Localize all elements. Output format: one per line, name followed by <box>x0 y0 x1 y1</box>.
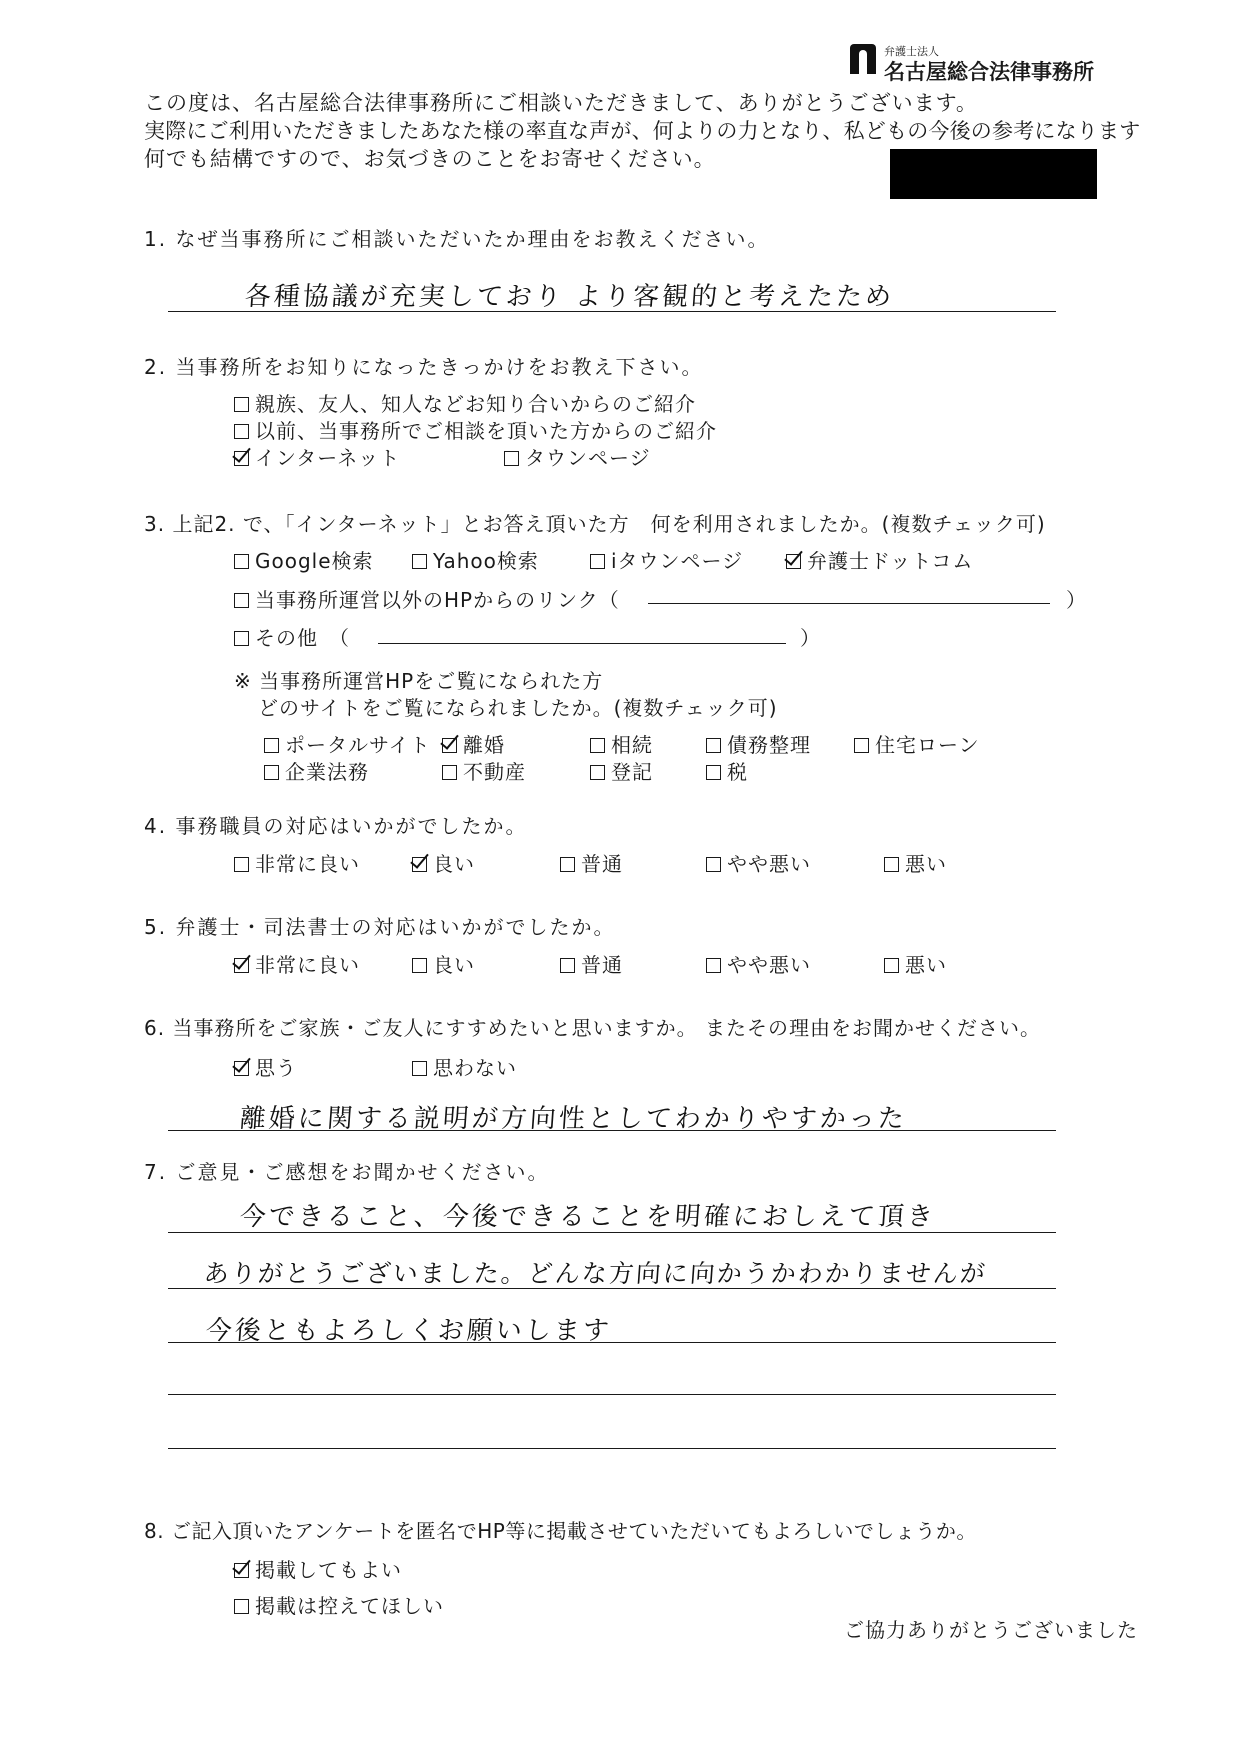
question-2-label: 2. 当事務所をお知りになったきっかけをお教え下さい。 <box>144 355 704 379</box>
question-3-label: 3. 上記2. で、「インターネット」とお答え頂いた方 何を利用されましたか。(複数チェック可) <box>144 512 1046 536</box>
checkbox-checked[interactable] <box>442 738 457 753</box>
checkbox[interactable] <box>234 397 249 412</box>
q3-option-google[interactable]: Google検索 <box>234 545 374 574</box>
checkbox[interactable] <box>234 554 249 569</box>
footer-thanks: ご協力ありがとうございました <box>844 1618 1138 1642</box>
q3-external-link-close-paren: ） <box>1066 588 1087 612</box>
q3-note-line-2: どのサイトをご覧になられましたか。(複数チェック可) <box>258 696 778 720</box>
question-8-label: 8. ご記入頂いたアンケートを匿名でHP等に掲載させていただいてもよろしいでしょうか。 <box>144 1519 977 1543</box>
q3-other-input-line[interactable] <box>378 643 786 644</box>
q3-other-close-paren: ） <box>800 626 821 650</box>
site-option-tax[interactable]: 税 <box>706 756 748 785</box>
question-4-label: 4. 事務職員の対応はいかがでしたか。 <box>144 814 528 838</box>
checkbox[interactable] <box>854 738 869 753</box>
q5-option-average[interactable]: 普通 <box>560 949 623 978</box>
checkbox[interactable] <box>504 451 519 466</box>
q2-option-family[interactable]: 親族、友人、知人などお知り合いからのご紹介 <box>234 388 696 417</box>
site-option-debt[interactable]: 債務整理 <box>706 729 811 758</box>
checkbox[interactable] <box>590 554 605 569</box>
checkbox-checked[interactable] <box>234 958 249 973</box>
q2-option-townpage[interactable]: タウンページ <box>504 442 651 471</box>
checkbox[interactable] <box>884 958 899 973</box>
checkbox[interactable] <box>706 738 721 753</box>
q5-option-very-good[interactable]: 非常に良い <box>234 949 360 978</box>
question-7-line-3 <box>168 1342 1056 1343</box>
checkbox-checked[interactable] <box>234 451 249 466</box>
q6-option-yes[interactable]: 思う <box>234 1052 297 1081</box>
site-option-divorce[interactable]: 離婚 <box>442 729 505 758</box>
question-6-answer-line <box>168 1130 1056 1131</box>
checkbox[interactable] <box>590 765 605 780</box>
question-7-line-4 <box>168 1394 1056 1395</box>
checkbox[interactable] <box>234 857 249 872</box>
q8-option-decline[interactable]: 掲載は控えてほしい <box>234 1590 444 1619</box>
q3-option-other[interactable]: その他 （ <box>234 622 350 651</box>
checkbox[interactable] <box>884 857 899 872</box>
checkbox[interactable] <box>234 424 249 439</box>
question-7-answer-line-2: ありがとうございました。どんな方向に向かうかわかりませんが <box>202 1259 988 1288</box>
site-option-corporate[interactable]: 企業法務 <box>264 756 369 785</box>
logo-subtitle: 弁護士法人 <box>884 45 939 58</box>
q5-option-good[interactable]: 良い <box>412 949 475 978</box>
checkbox[interactable] <box>560 958 575 973</box>
site-option-real-estate[interactable]: 不動産 <box>442 756 526 785</box>
checkbox-checked[interactable] <box>412 857 427 872</box>
question-7-label: 7. ご意見・ご感想をお聞かせください。 <box>144 1160 550 1184</box>
checkbox[interactable] <box>264 738 279 753</box>
site-option-registration[interactable]: 登記 <box>590 756 653 785</box>
q5-option-somewhat-bad[interactable]: やや悪い <box>706 949 811 978</box>
checkbox-checked[interactable] <box>234 1563 249 1578</box>
checkbox-checked[interactable] <box>786 554 801 569</box>
site-option-portal[interactable]: ポータルサイト <box>264 729 431 758</box>
checkbox[interactable] <box>442 765 457 780</box>
checkbox[interactable] <box>412 554 427 569</box>
question-6-answer: 離婚に関する説明が方向性としてわかりやすかった <box>238 1104 908 1134</box>
q4-option-good[interactable]: 良い <box>412 848 475 877</box>
question-7-line-1 <box>168 1232 1056 1233</box>
q2-option-referral[interactable]: 以前、当事務所でご相談を頂いた方からのご紹介 <box>234 415 717 444</box>
site-option-inheritance[interactable]: 相続 <box>590 729 653 758</box>
checkbox[interactable] <box>412 958 427 973</box>
question-7-line-2 <box>168 1288 1056 1289</box>
q3-option-bengoshi-com[interactable]: 弁護士ドットコム <box>786 545 973 574</box>
firm-logo-icon <box>850 44 876 74</box>
checkbox[interactable] <box>412 1061 427 1076</box>
q6-option-no[interactable]: 思わない <box>412 1052 517 1081</box>
q8-option-allow[interactable]: 掲載してもよい <box>234 1554 402 1583</box>
q4-option-very-good[interactable]: 非常に良い <box>234 848 360 877</box>
question-7-line-5 <box>168 1448 1056 1449</box>
question-6-label: 6. 当事務所をご家族・ご友人にすすめたいと思いますか。 またその理由をお聞かせください。 <box>144 1016 1041 1040</box>
checkbox[interactable] <box>560 857 575 872</box>
q3-option-yahoo[interactable]: Yahoo検索 <box>412 545 539 574</box>
q3-external-link-input-line[interactable] <box>648 603 1050 604</box>
checkbox[interactable] <box>706 958 721 973</box>
q3-option-external-link[interactable]: 当事務所運営以外のHPからのリンク（ <box>234 584 620 613</box>
checkbox[interactable] <box>234 631 249 646</box>
intro-line-1: この度は、名古屋総合法律事務所にご相談いただきまして、ありがとうございます。 <box>144 91 978 115</box>
q4-option-average[interactable]: 普通 <box>560 848 623 877</box>
checkbox[interactable] <box>706 857 721 872</box>
checkbox[interactable] <box>234 593 249 608</box>
q2-option-internet[interactable]: インターネット <box>234 442 400 471</box>
checkbox[interactable] <box>234 1599 249 1614</box>
question-1-answer-line <box>168 311 1056 312</box>
checkbox-checked[interactable] <box>234 1061 249 1076</box>
q3-option-itownpage[interactable]: iタウンページ <box>590 545 743 574</box>
site-option-housing-loan[interactable]: 住宅ローン <box>854 729 980 758</box>
checkbox[interactable] <box>264 765 279 780</box>
checkbox[interactable] <box>706 765 721 780</box>
intro-line-2: 実際にご利用いただきましたあなた様の率直な声が、何よりの力となり、私どもの今後の参考になります <box>144 119 1141 143</box>
intro-line-3: 何でも結構ですので、お気づきのことをお寄せください。 <box>144 147 716 171</box>
logo-firm-name: 名古屋総合法律事務所 <box>884 59 1094 84</box>
question-7-answer-line-1: 今できること、今後できることを明確におしえて頂き <box>238 1202 937 1232</box>
q3-note-line-1: ※ 当事務所運営HPをご覧になられた方 <box>234 669 604 693</box>
q4-option-bad[interactable]: 悪い <box>884 848 947 877</box>
question-1-answer: 各種協議が充実しており より客観的と考えたため <box>243 282 896 312</box>
q5-option-bad[interactable]: 悪い <box>884 949 947 978</box>
checkbox[interactable] <box>590 738 605 753</box>
q4-option-somewhat-bad[interactable]: やや悪い <box>706 848 811 877</box>
question-7-answer-line-3: 今後ともよろしくお願いします <box>204 1316 613 1346</box>
question-1-label: 1. なぜ当事務所にご相談いただいたか理由をお教えください。 <box>144 227 770 251</box>
redacted-name-block <box>890 149 1097 199</box>
question-5-label: 5. 弁護士・司法書士の対応はいかがでしたか。 <box>144 915 616 939</box>
